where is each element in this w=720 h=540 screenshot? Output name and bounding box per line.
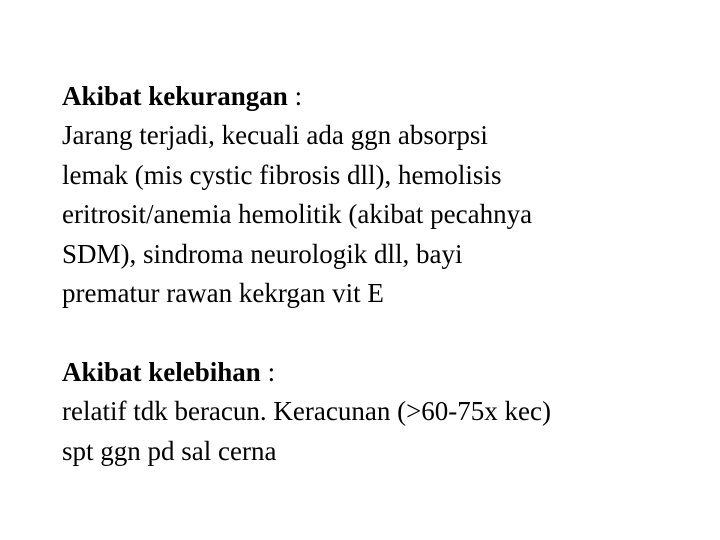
deficiency-text-line: SDM), sindroma neurologik dll, bayi <box>62 238 463 269</box>
excess-heading-line <box>62 353 702 392</box>
deficiency-text-line: Jarang terjadi, kecuali ada ggn absorpsi <box>62 120 488 151</box>
excess-heading-separator: : <box>260 356 276 387</box>
deficiency-text-line: eritrosit/anemia hemolitik (akibat pecahnya <box>62 199 533 230</box>
excess-heading: Akibat kelebihan <box>62 356 261 387</box>
slide-body <box>62 77 702 471</box>
deficiency-heading-line <box>62 77 702 116</box>
deficiency-text-line: prematur rawan kekrgan vit E <box>62 278 384 309</box>
deficiency-text-line: lemak (mis cystic fibrosis dll), hemolisis <box>62 159 502 190</box>
excess-section <box>62 353 702 471</box>
deficiency-section <box>62 77 702 313</box>
deficiency-heading-separator: : <box>287 81 303 111</box>
excess-text-line: spt ggn pd sal cerna <box>62 435 277 466</box>
excess-text-line: relatif tdk beracun. Keracunan (>60-75x kec) <box>62 396 551 427</box>
deficiency-heading: Akibat kekurangan <box>62 81 288 111</box>
